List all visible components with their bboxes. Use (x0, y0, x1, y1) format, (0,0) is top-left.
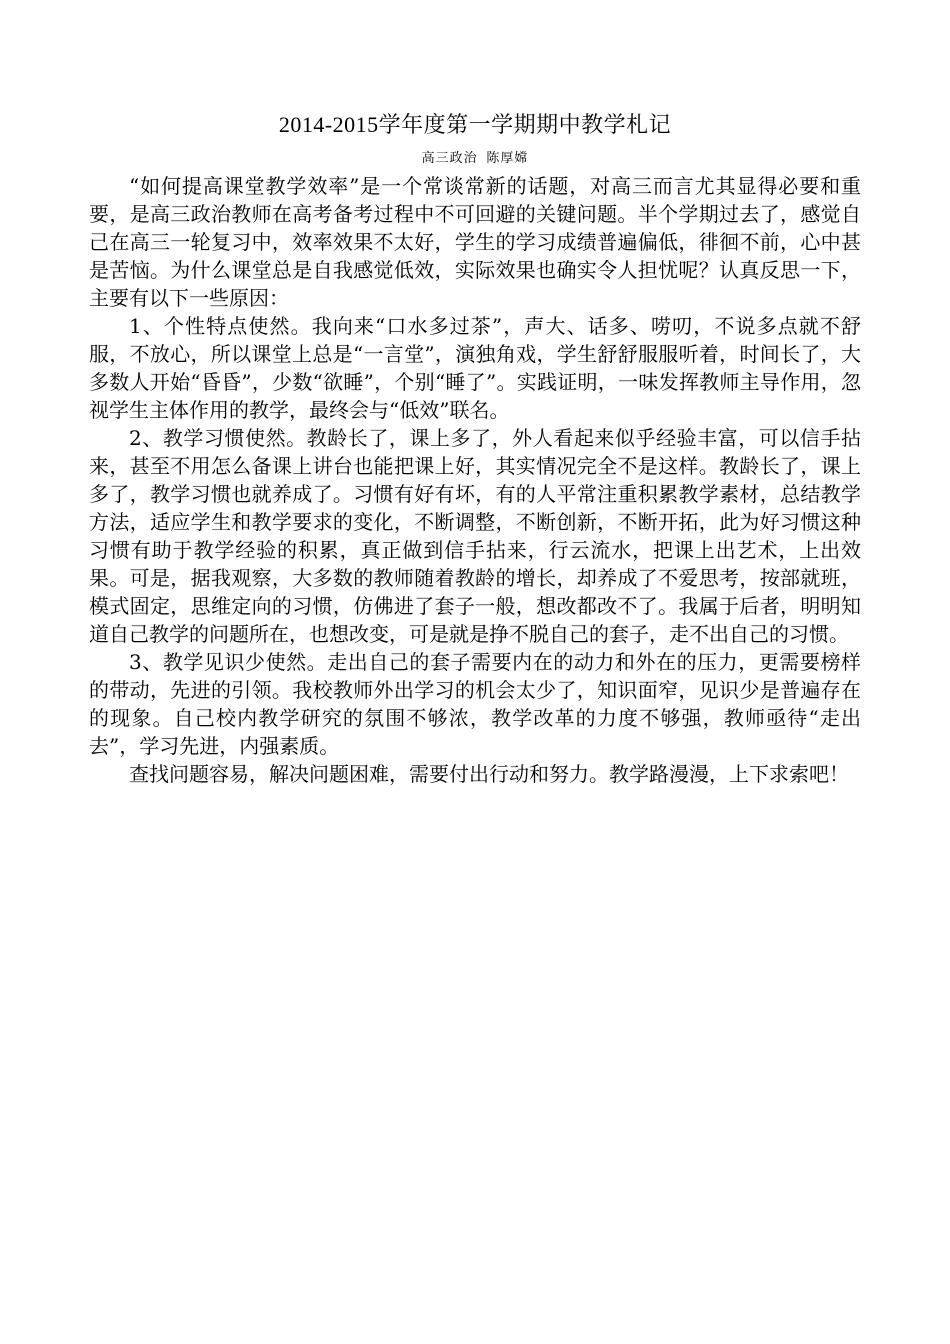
paragraph-conclusion: 查找问题容易，解决问题困难，需要付出行动和努力。教学路漫漫，上下求索吧！ (129, 762, 849, 786)
document-title: 2014-2015学年度第一学期期中教学札记 (278, 112, 672, 137)
paragraph-reason-3: 3、教学见识少使然。走出自己的套子需要内在的动力和外在的压力，更需要榜样的带动，先进的引领。我校教师外出学习的机会太少了，知识面窄，见识少是普遍存在的现象。自己校内教学研究的氛围不够浓，教学改革的力度不够强，教师亟待“走出去”，学习先进，内强素质。 (89, 650, 861, 758)
author-byline: 高三政治 陈厚嫦 (421, 151, 529, 166)
paragraph-reason-2: 2、教学习惯使然。教龄长了，课上多了，外人看起来似乎经验丰富，可以信手拈来，甚至不用怎么备课上讲台也能把课上好，其实情况完全不是这样。教龄长了，课上多了，教学习惯也就养成了。习惯有好有坏，有的人平常注重积累教学素材，总结教学方法，适应学生和教学要求的变化，不断调整，不断创新，不断开拓，此为好习惯这种习惯有助于教学经验的积累，真正做到信手拈来，行云流水，把课上出艺术，上出效果。可是，据我观察，大多数的教师随着教龄的增长，却养成了不爱思考，按部就班，模式固定，思维定向的习惯，仿佛进了套子一般，想改都改不了。我属于后者，明明知道自己教学的问题所在，也想改变，可是就是挣不脱自己的套子，走不出自己的习惯。 (89, 426, 861, 646)
paragraph-reason-1: 1、个性特点使然。我向来“口水多过茶”，声大、话多、唠叨，不说多点就不舒服，不放心，所以课堂上总是“一言堂”，演独角戏，学生舒舒服服听着，时间长了，大多数人开始“昏昏”，少数“欲睡”，个别“睡了”。实践证明，一味发挥教师主导作用，忽视学生主体作用的教学，最终会与“低效”联名。 (89, 314, 861, 422)
paragraph-intro: “如何提高课堂教学效率”是一个常谈常新的话题，对高三而言尤其显得必要和重要，是高三政治教师在高考备考过程中不可回避的关键问题。半个学期过去了，感觉自己在高三一轮复习中，效率效果不太好，学生的学习成绩普遍偏低，徘徊不前，心中甚是苦恼。为什么课堂总是自我感觉低效，实际效果也确实令人担忧呢？认真反思一下，主要有以下一些原因： (89, 174, 861, 310)
document-body (89, 172, 861, 788)
